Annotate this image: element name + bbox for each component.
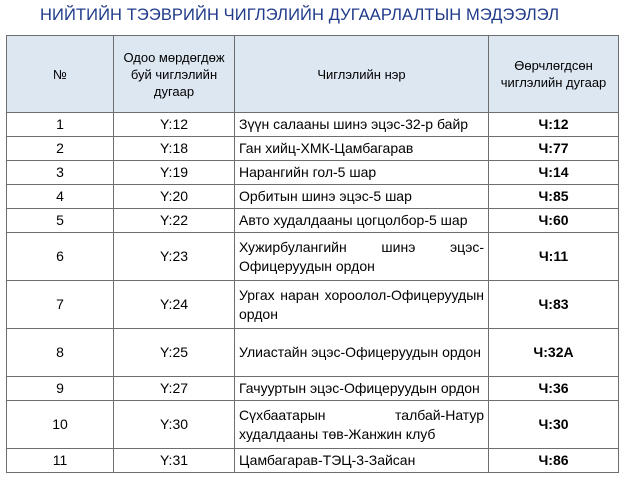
current-route-code: Y:30 <box>114 401 235 449</box>
route-name: Нарангийн гол-5 шар <box>235 161 489 185</box>
header-route-name: Чиглэлийн нэр <box>235 36 489 113</box>
route-name: Улиастайн эцэс-Офицеруудын ордон <box>235 329 489 377</box>
current-route-code: Y:18 <box>114 137 235 161</box>
new-route-code: Ч:36 <box>489 377 619 401</box>
current-route-code: Y:22 <box>114 209 235 233</box>
current-route-code: Y:12 <box>114 113 235 137</box>
new-route-code: Ч:11 <box>489 233 619 281</box>
table-row <box>7 377 619 401</box>
current-route-code: Y:25 <box>114 329 235 377</box>
current-route-code: Y:24 <box>114 281 235 329</box>
route-name: Орбитын шинэ эцэс-5 шар <box>235 185 489 209</box>
table-row <box>7 233 619 281</box>
route-name: Ургах наран хороолол-Офицеруудын ордон <box>235 281 489 329</box>
new-route-code: Ч:85 <box>489 185 619 209</box>
table-row <box>7 185 619 209</box>
row-number: 3 <box>7 161 114 185</box>
new-route-code: Ч:12 <box>489 113 619 137</box>
current-route-code: Y:20 <box>114 185 235 209</box>
current-route-code: Y:27 <box>114 377 235 401</box>
row-number: 7 <box>7 281 114 329</box>
table-row <box>7 161 619 185</box>
route-name: Цамбагарав-ТЭЦ-3-Зайсан <box>235 449 489 473</box>
header-current-route: Одоо мөрдөгдөж буй чиглэлийн дугаар <box>114 36 235 113</box>
row-number: 6 <box>7 233 114 281</box>
current-route-code: Y:23 <box>114 233 235 281</box>
table-row <box>7 449 619 473</box>
new-route-code: Ч:14 <box>489 161 619 185</box>
row-number: 9 <box>7 377 114 401</box>
new-route-code: Ч:32А <box>489 329 619 377</box>
route-name: Зүүн салааны шинэ эцэс-32-р байр <box>235 113 489 137</box>
document-title: НИЙТИЙН ТЭЭВРИЙН ЧИГЛЭЛИЙН ДУГААРЛАЛТЫН МЭДЭЭЛЭЛ <box>40 6 560 24</box>
route-name: Сүхбаатарын талбай-Натур худалдааны төв-Жанжин клуб <box>235 401 489 449</box>
table-row <box>7 137 619 161</box>
route-name: Ган хийц-ХМК-Цамбагарав <box>235 137 489 161</box>
table-row <box>7 329 619 377</box>
current-route-code: Y:19 <box>114 161 235 185</box>
route-name: Гачууртын эцэс-Офицеруудын ордон <box>235 377 489 401</box>
route-table <box>6 35 619 473</box>
row-number: 4 <box>7 185 114 209</box>
row-number: 8 <box>7 329 114 377</box>
route-name: Хужирбулангийн шинэ эцэс-Офицеруудын ордон <box>235 233 489 281</box>
table-row <box>7 281 619 329</box>
table-header-row <box>7 36 619 113</box>
route-name: Авто худалдааны цогцолбор-5 шар <box>235 209 489 233</box>
new-route-code: Ч:77 <box>489 137 619 161</box>
new-route-code: Ч:60 <box>489 209 619 233</box>
current-route-code: Y:31 <box>114 449 235 473</box>
row-number: 5 <box>7 209 114 233</box>
new-route-code: Ч:30 <box>489 401 619 449</box>
table-row <box>7 209 619 233</box>
row-number: 2 <box>7 137 114 161</box>
table-row <box>7 113 619 137</box>
row-number: 1 <box>7 113 114 137</box>
row-number: 10 <box>7 401 114 449</box>
new-route-code: Ч:86 <box>489 449 619 473</box>
header-new-route: Өөрчлөгдсөн чиглэлийн дугаар <box>489 36 619 113</box>
new-route-code: Ч:83 <box>489 281 619 329</box>
row-number: 11 <box>7 449 114 473</box>
header-number: № <box>7 36 114 113</box>
table-row <box>7 401 619 449</box>
